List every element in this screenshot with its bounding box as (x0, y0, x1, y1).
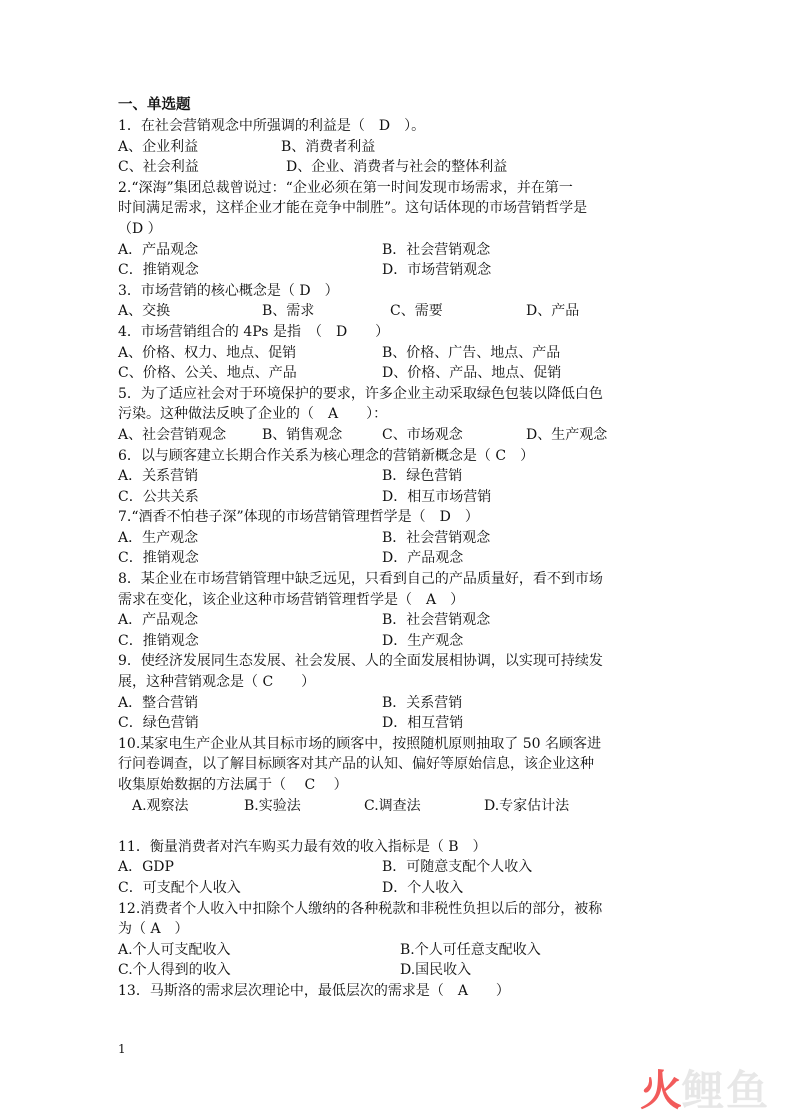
question-text: 5．为了适应社会对于环境保护的要求，许多企业主动采取绿色包装以降低白色 (118, 385, 603, 402)
option-text: A．GDP (118, 859, 174, 876)
question-text: 需求在变化，该企业这种市场营销管理哲学是（ A ） (118, 591, 465, 608)
option-text: D、企业、消费者与社会的整体利益 (286, 159, 508, 176)
question-text: 展，这种营销观念是（ C ） (118, 674, 316, 691)
option-text: D．相互市场营销 (382, 488, 492, 505)
option-text: D．相互营销 (382, 715, 464, 732)
option-row (118, 343, 678, 364)
question-text: 1．在社会营销观念中所强调的利益是（ D ）。 (118, 118, 426, 134)
option-row (118, 240, 678, 261)
page-number: 1 (118, 1042, 126, 1056)
option-row (118, 693, 678, 714)
option-text: D．个人收入 (382, 879, 464, 896)
option-text: D．产品观念 (382, 550, 464, 567)
option-text: C．推销观念 (118, 632, 199, 649)
option-row (118, 960, 678, 981)
question-text: 4．市场营销组合的 4Ps 是指 （ D ） (118, 323, 390, 340)
option-text: A.观察法 (132, 797, 189, 814)
option-text: B．可随意支配个人收入 (382, 859, 533, 876)
option-row (118, 796, 678, 817)
option-text: A．生产观念 (118, 529, 199, 546)
option-text: D、价格、产品、地点、促销 (382, 365, 562, 382)
option-text: D、产品 (526, 303, 580, 320)
option-text: C.调查法 (364, 797, 421, 814)
option-text: C、价格、公关、地点、产品 (118, 365, 297, 382)
question-text: 3．市场营销的核心概念是（ D ） (118, 282, 339, 299)
option-row (118, 260, 678, 281)
option-row (118, 713, 678, 734)
option-text: C．绿色营销 (118, 715, 199, 732)
option-text: A．产品观念 (118, 241, 199, 258)
option-text: B.个人可任意支配收入 (400, 941, 541, 958)
question-text: 6．以与顾客建立长期合作关系为核心理念的营销新概念是（ C ） (118, 447, 535, 464)
option-text: D．市场营销观念 (382, 262, 492, 279)
option-text: C、市场观念 (382, 426, 463, 443)
question-text: 2.“深海”集团总裁曾说过：“企业必须在第一时间发现市场需求，并在第一 (118, 179, 573, 196)
option-text: D、生产观念 (526, 426, 608, 443)
option-text: A、社会营销观念 (118, 426, 227, 443)
option-text: A．关系营销 (118, 468, 199, 485)
question-text: （D ） (118, 220, 162, 237)
section-heading: 一、单选题 (118, 97, 191, 113)
option-row (118, 137, 678, 158)
option-row (118, 487, 678, 508)
question-text: 7.“酒香不怕巷子深”体现的市场营销管理哲学是（ D ） (118, 509, 479, 526)
question-text: 收集原始数据的方法属于（ C ） (118, 777, 348, 793)
question-text: 12.消费者个人收入中扣除个人缴纳的各种税款和非税性负担以后的部分，被称 (118, 900, 603, 917)
option-text: A.个人可支配收入 (118, 941, 231, 958)
option-text: C．公共关系 (118, 488, 199, 505)
question-text: 9．使经济发展同生态发展、社会发展、人的全面发展相协调，以实现可持续发 (118, 653, 603, 670)
question-list (118, 94, 678, 1002)
option-text: B、价格、广告、地点、产品 (382, 344, 561, 361)
option-text: D．生产观念 (382, 632, 464, 649)
blank-line (118, 816, 678, 837)
option-row (118, 878, 678, 899)
watermark-logo (639, 1066, 770, 1115)
option-text: B．关系营销 (382, 694, 463, 711)
option-row (118, 631, 678, 652)
option-text: B、销售观念 (262, 426, 343, 443)
option-row (118, 528, 678, 549)
option-text: B．社会营销观念 (382, 529, 491, 546)
option-text: C、需要 (390, 303, 443, 320)
watermark-fire-text: 火 (639, 1066, 682, 1115)
question-text: 为（ A ） (118, 921, 189, 938)
option-row (118, 466, 678, 487)
option-row (118, 301, 678, 322)
option-text: B、消费者利益 (281, 138, 376, 155)
option-row (118, 548, 678, 569)
option-text: C.个人得到的收入 (118, 962, 231, 979)
option-text: C．可支配个人收入 (118, 879, 241, 896)
option-row (118, 425, 678, 446)
option-text: B．社会营销观念 (382, 612, 491, 629)
option-text: B．社会营销观念 (382, 241, 491, 258)
option-text: C．推销观念 (118, 262, 199, 279)
watermark-rest-text: 鲤鱼 (681, 1066, 770, 1115)
option-text: B、需求 (262, 303, 315, 320)
option-text: D.国民收入 (400, 962, 472, 979)
option-row (118, 610, 678, 631)
question-lines (118, 116, 678, 1002)
option-text: B．绿色营销 (382, 468, 463, 485)
option-row (118, 940, 678, 961)
option-text: A．整合营销 (118, 694, 199, 711)
question-text: 8．某企业在市场营销管理中缺乏远见，只看到自己的产品质量好，看不到市场 (118, 571, 603, 588)
option-text: A、交换 (118, 303, 171, 320)
option-text: C．推销观念 (118, 550, 199, 567)
question-text: 时间满足需求，这样企业才能在竞争中制胜”。这句话体现的市场营销哲学是 (118, 200, 588, 217)
question-text: 13．马斯洛的需求层次理论中，最低层次的需求是（ A ） (118, 982, 510, 999)
option-row (118, 157, 678, 178)
question-text: 行问卷调查，以了解目标顾客对其产品的认知、偏好等原始信息，该企业这种 (118, 756, 594, 773)
option-text: A、企业利益 (118, 138, 199, 155)
question-text: 污染。这种做法反映了企业的（ A ）： (118, 406, 388, 423)
option-text: C、社会利益 (118, 159, 199, 176)
option-text: D.专家估计法 (484, 797, 570, 814)
option-text: B.实验法 (244, 797, 301, 814)
option-text: A．产品观念 (118, 612, 199, 629)
option-row (118, 857, 678, 878)
question-text: 10.某家电生产企业从其目标市场的顾客中，按照随机原则抽取了 50 名顾客进 (118, 735, 601, 752)
question-text: 11．衡量消费者对汽车购买力最有效的收入指标是（ B ） (118, 838, 487, 855)
option-text: A、价格、权力、地点、促销 (118, 344, 297, 361)
option-row (118, 363, 678, 384)
